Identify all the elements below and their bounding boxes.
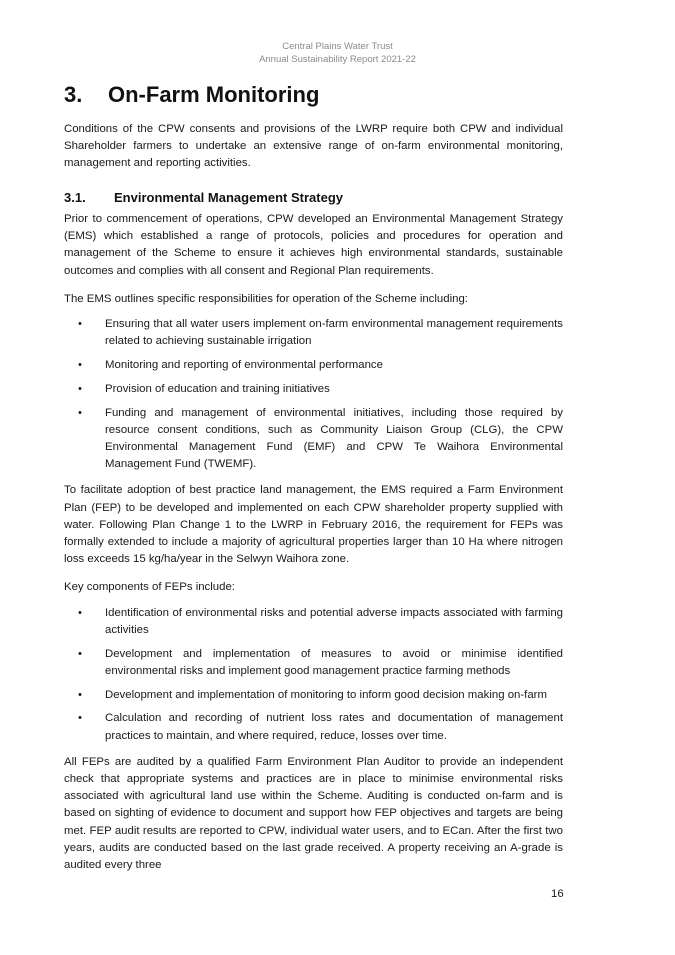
section-intro-block xyxy=(64,121,563,173)
bullet-icon: • xyxy=(78,606,82,619)
paragraph-fep-components: Key components of FEPs include: xyxy=(64,581,235,594)
section-number: 3. xyxy=(64,82,83,107)
list-item: • Provision of education and training initiatives xyxy=(64,381,563,398)
fep-components-list xyxy=(64,605,563,745)
paragraph-fep-audits: All FEPs are audited by a qualified Farm Environment Plan Auditor to provide an independent check that appropriate systems and practices are in place to minimise environmental risks associated with agricultural land use within the Scheme. Auditing is conducted on-farm and is based on sighting of evidence to document and support how FEP objectives and targets are being met. FEP audit results are reported to CPW, individual water users, and to ECan. After the first two years, audits are conducted based on the last grade received. A property receiving an A-grade is audited every three xyxy=(64,755,563,872)
section-intro: Conditions of the CPW consents and provisions of the LWRP require both CPW and individual Shareholder farmers to undertake an extensive range of on-farm environmental monitoring, management and reporting activities. xyxy=(64,123,563,170)
subsection-body xyxy=(64,211,563,874)
section-title: On-Farm Monitoring xyxy=(108,82,320,107)
paragraph-ems-intro: Prior to commencement of operations, CPW developed an Environmental Management Strategy (EMS) which established a range of protocols, policies and procedures for operation and management of the Scheme to ensure it achieves high environmental standards, sustainable outcomes and complies with all consent and Regional Plan requirements. xyxy=(64,213,563,277)
paragraph-ems-responsibilities: The EMS outlines specific responsibilities for operation of the Scheme including: xyxy=(64,292,468,305)
list-item: • Development and implementation of monitoring to inform good decision making on-farm xyxy=(64,687,563,704)
running-header xyxy=(0,40,675,66)
bullet-icon: • xyxy=(78,712,82,725)
subsection-heading xyxy=(64,189,343,207)
subsection-number: 3.1. xyxy=(64,190,86,205)
bullet-icon: • xyxy=(78,382,82,395)
list-item: • Funding and management of environmental initiatives, including those required by resource consent conditions, such as Community Liaison Group (CLG), the CPW Environmental Management Fund (EMF) and CPW Te Waihora Environmental Management Fund (TWEMF). xyxy=(78,406,563,471)
bullet-icon: • xyxy=(78,647,82,660)
bullet-icon: • xyxy=(78,406,82,419)
ems-responsibilities-list xyxy=(64,316,563,473)
bullet-icon: • xyxy=(78,359,82,372)
list-item: • Calculation and recording of nutrient loss rates and documentation of management practices to maintain, and where required, reduce, losses over time. xyxy=(78,712,563,742)
list-item: • Ensuring that all water users implement on-farm environmental management requirements related to achieving sustainable irrigation xyxy=(78,318,563,348)
list-item: • Identification of environmental risks and potential adverse impacts associated with farming activities xyxy=(78,606,563,636)
paragraph-fep-requirement: To facilitate adoption of best practice land management, the EMS required a Farm Environment Plan (FEP) to be developed and implemented on each CPW shareholder property supplied with water. Following Plan Change 1 to the LWRP in February 2016, the requirement for FEPs was formally extended to include a majority of agricultural properties larger than 10 Ha where nitrogen loss exceeds 15 kg/ha/year in the Selwyn Waihora zone. xyxy=(64,484,563,566)
list-item: • Development and implementation of measures to avoid or minimise identified environmental risks and implement good management practice farming methods xyxy=(78,647,563,677)
list-item: • Monitoring and reporting of environmental performance xyxy=(64,357,563,374)
bullet-icon: • xyxy=(78,318,82,331)
section-heading xyxy=(64,80,319,110)
page-number: 16 xyxy=(551,888,564,900)
subsection-title: Environmental Management Strategy xyxy=(114,190,343,205)
bullet-icon: • xyxy=(78,688,82,701)
header-org: Central Plains Water Trust xyxy=(282,41,393,52)
header-report-title: Annual Sustainability Report 2021-22 xyxy=(259,54,416,65)
